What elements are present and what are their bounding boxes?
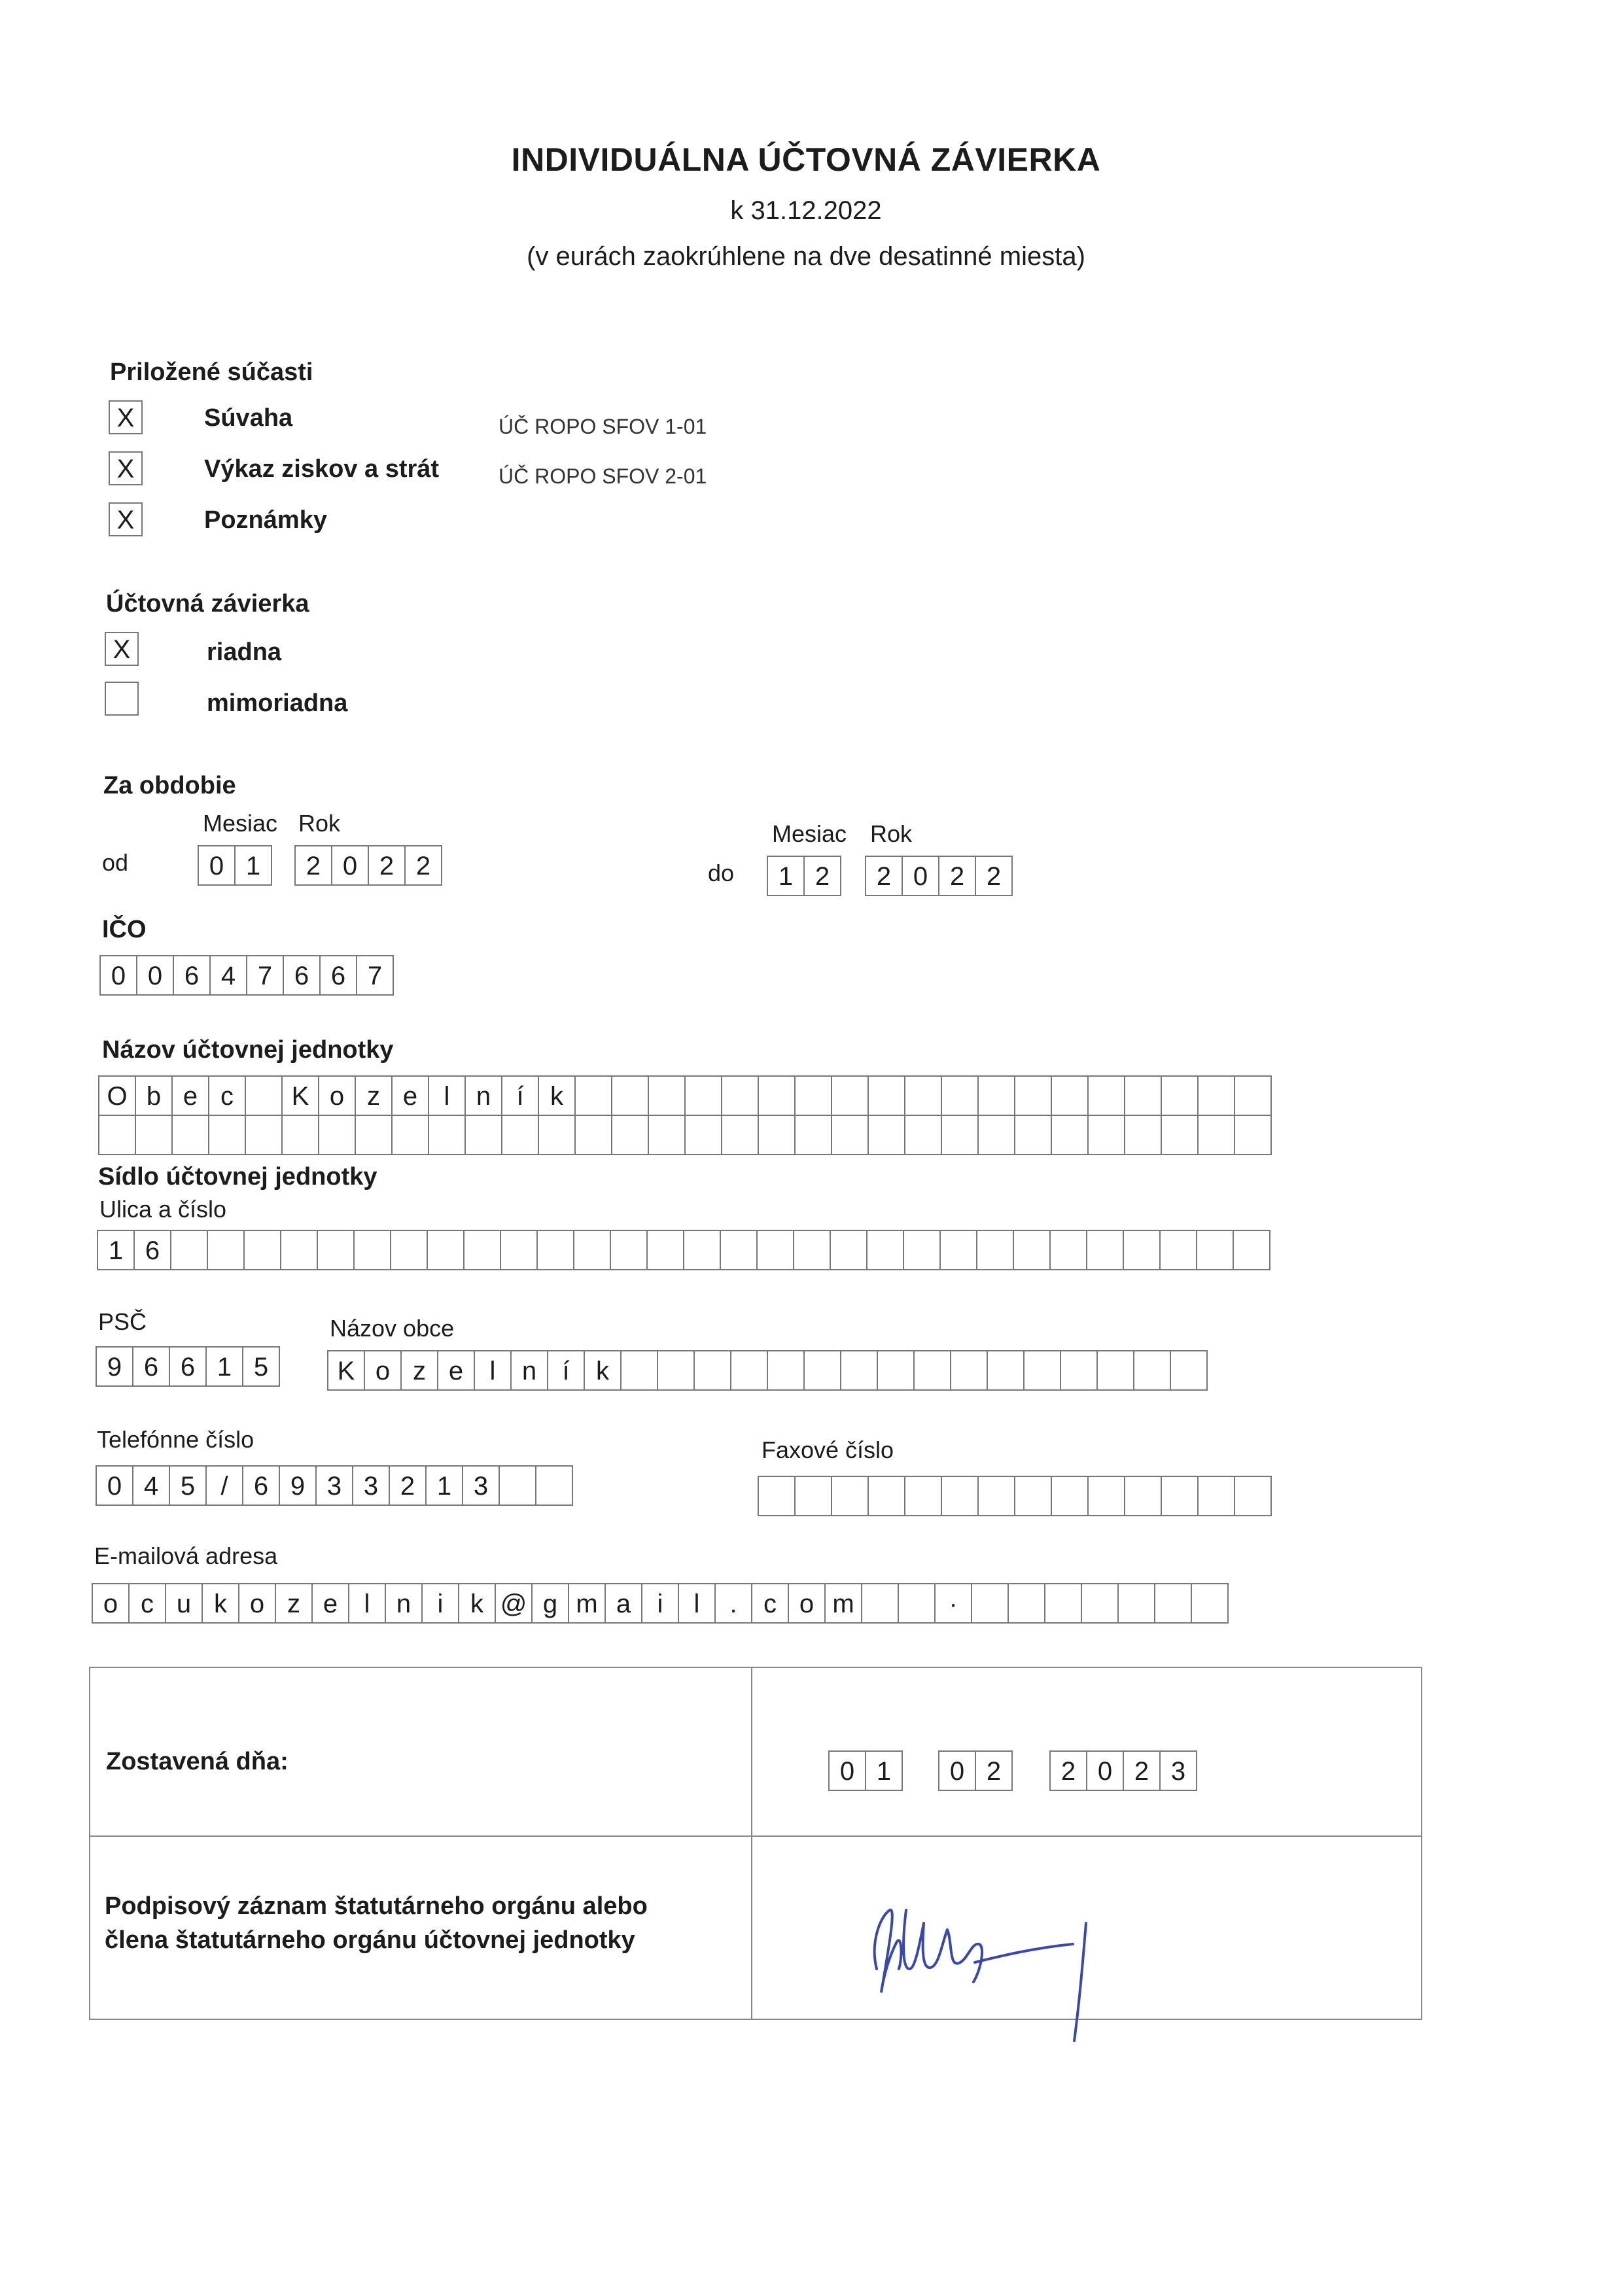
cell: [1124, 1115, 1162, 1155]
signature-box-row-divider: [89, 1835, 1422, 1837]
period-heading: Za obdobie: [103, 772, 236, 799]
cell: 0: [198, 845, 236, 886]
cell: [538, 1115, 576, 1155]
cell: 1: [234, 845, 272, 886]
cell: K: [281, 1075, 319, 1116]
cell: 6: [173, 955, 211, 996]
cell: 1: [865, 1750, 903, 1791]
checkbox-vykaz[interactable]: X: [109, 451, 143, 485]
cell: 0: [99, 955, 137, 996]
cell: [280, 1230, 318, 1270]
cell: 7: [356, 955, 394, 996]
cell: a: [604, 1583, 642, 1624]
city-field[interactable]: [327, 1350, 1208, 1391]
checkbox-suvaha[interactable]: X: [109, 400, 143, 434]
cell: [830, 1230, 867, 1270]
cell: [866, 1230, 904, 1270]
cell: [831, 1115, 869, 1155]
cell: [1124, 1476, 1162, 1516]
cell: [208, 1115, 246, 1155]
cell: [721, 1115, 759, 1155]
cell: [610, 1230, 648, 1270]
handwritten-signature: [850, 1871, 1125, 2054]
label-riadna: riadna: [207, 638, 282, 666]
cell: í: [501, 1075, 539, 1116]
cell: c: [751, 1583, 789, 1624]
cell: [499, 1465, 536, 1506]
cell: 1: [767, 856, 805, 896]
cell: [1234, 1476, 1272, 1516]
phone-field[interactable]: [96, 1465, 573, 1506]
cell: 0: [96, 1465, 133, 1506]
cell: 2: [803, 856, 841, 896]
cell: u: [165, 1583, 203, 1624]
from-year-label: Rok: [298, 810, 341, 837]
cell: [758, 1476, 796, 1516]
cell: [941, 1476, 979, 1516]
cell: [1081, 1583, 1119, 1624]
cell: 6: [319, 955, 357, 996]
cell: l: [428, 1075, 466, 1116]
cell: k: [584, 1350, 622, 1391]
cell: m: [824, 1583, 862, 1624]
cell: 0: [136, 955, 174, 996]
cell: i: [641, 1583, 679, 1624]
cell: [794, 1075, 832, 1116]
cell: 5: [242, 1346, 280, 1387]
cell: [245, 1075, 283, 1116]
cell: [767, 1350, 805, 1391]
to-month-label: Mesiac: [772, 820, 847, 847]
phone-label: Telefónne číslo: [97, 1426, 254, 1453]
cell: k: [458, 1583, 496, 1624]
cell: k: [538, 1075, 576, 1116]
cell: [611, 1115, 649, 1155]
cell: [1154, 1583, 1192, 1624]
cell: ·: [934, 1583, 972, 1624]
checkbox-mimoriadna[interactable]: [105, 682, 139, 716]
cell: .: [714, 1583, 752, 1624]
closing-type-heading: Účtovná závierka: [106, 590, 309, 617]
cell: [427, 1230, 464, 1270]
signature-box: [89, 1667, 1422, 2020]
cell: [904, 1075, 942, 1116]
cell: [1197, 1075, 1235, 1116]
cell: [574, 1115, 612, 1155]
fax-label: Faxové číslo: [762, 1436, 894, 1463]
cell: [987, 1350, 1025, 1391]
cell: [1197, 1115, 1235, 1155]
cell: [1170, 1350, 1208, 1391]
cell: [1014, 1115, 1052, 1155]
unit-name-row1[interactable]: [98, 1075, 1272, 1116]
cell: [620, 1350, 658, 1391]
fax-field[interactable]: [758, 1476, 1272, 1516]
street-label: Ulica a číslo: [99, 1196, 227, 1223]
zip-field[interactable]: [96, 1346, 280, 1387]
cell: [648, 1075, 686, 1116]
cell: [1234, 1075, 1272, 1116]
currency-note: (v eurách zaokrúhlene na dve desatinné miesta): [527, 242, 1085, 271]
email-field[interactable]: [92, 1583, 1229, 1624]
cell: 2: [389, 1465, 427, 1506]
cell: [758, 1115, 796, 1155]
label-suvaha: Súvaha: [204, 404, 293, 432]
cell: [1087, 1476, 1125, 1516]
cell: [648, 1115, 686, 1155]
compiled-month-field[interactable]: [938, 1750, 1013, 1791]
cell: 7: [246, 955, 284, 996]
from-year-field[interactable]: [294, 845, 442, 886]
cell: 1: [205, 1346, 243, 1387]
cell: [693, 1350, 731, 1391]
cell: [971, 1583, 1009, 1624]
cell: [1234, 1115, 1272, 1155]
cell: [391, 1115, 429, 1155]
cell: [794, 1476, 832, 1516]
cell: [840, 1350, 878, 1391]
cell: [243, 1230, 281, 1270]
code-vykaz: ÚČ ROPO SFOV 2-01: [499, 464, 707, 488]
cell: [794, 1115, 832, 1155]
cell: 2: [938, 856, 976, 896]
cell: [1161, 1075, 1199, 1116]
cell: e: [391, 1075, 429, 1116]
cell: 6: [133, 1230, 171, 1270]
attachments-heading: Priložené súčasti: [110, 358, 313, 386]
cell: [793, 1230, 831, 1270]
cell: [683, 1230, 721, 1270]
signature-label-line2: člena štatutárneho orgánu účtovnej jednotky: [105, 1926, 635, 1954]
cell: [318, 1115, 356, 1155]
to-label: do: [708, 860, 735, 886]
cell: [684, 1115, 722, 1155]
cell: z: [275, 1583, 313, 1624]
cell: z: [400, 1350, 438, 1391]
city-label: Názov obce: [330, 1315, 455, 1342]
cell: [941, 1115, 979, 1155]
signature-label-line1: Podpisový záznam štatutárneho orgánu alebo: [105, 1892, 648, 1920]
cell: [756, 1230, 794, 1270]
cell: [1161, 1115, 1199, 1155]
cell: [861, 1583, 899, 1624]
zip-label: PSČ: [98, 1308, 147, 1335]
cell: [170, 1230, 208, 1270]
to-month-field[interactable]: [767, 856, 841, 896]
cell: [976, 1230, 1014, 1270]
cell: [1051, 1115, 1089, 1155]
cell: 0: [828, 1750, 866, 1791]
cell: [1023, 1350, 1061, 1391]
cell: [646, 1230, 684, 1270]
cell: l: [348, 1583, 386, 1624]
cell: [135, 1115, 173, 1155]
cell: [657, 1350, 695, 1391]
to-year-label: Rok: [870, 820, 913, 847]
cell: [573, 1230, 611, 1270]
cell: [536, 1230, 574, 1270]
cell: n: [464, 1075, 502, 1116]
cell: [898, 1583, 936, 1624]
cell: [758, 1075, 796, 1116]
cell: [977, 1115, 1015, 1155]
email-label: E-mailová adresa: [94, 1542, 278, 1569]
cell: 4: [132, 1465, 170, 1506]
cell: [913, 1350, 951, 1391]
cell: 0: [902, 856, 939, 896]
cell: 2: [975, 1750, 1013, 1791]
code-suvaha: ÚČ ROPO SFOV 1-01: [499, 415, 707, 438]
cell: b: [135, 1075, 173, 1116]
checkbox-poznamky[interactable]: X: [109, 502, 143, 536]
cell: 0: [938, 1750, 976, 1791]
cell: 3: [1159, 1750, 1197, 1791]
label-vykaz: Výkaz ziskov a strát: [204, 455, 440, 483]
cell: [903, 1230, 941, 1270]
cell: o: [92, 1583, 130, 1624]
cell: í: [547, 1350, 585, 1391]
cell: [684, 1075, 722, 1116]
cell: [207, 1230, 245, 1270]
cell: 4: [209, 955, 247, 996]
cell: [1014, 1476, 1052, 1516]
cell: 1: [97, 1230, 135, 1270]
cell: [1197, 1476, 1235, 1516]
from-label: od: [102, 849, 129, 876]
cell: [1124, 1075, 1162, 1116]
cell: 6: [169, 1346, 207, 1387]
cell: 3: [462, 1465, 500, 1506]
cell: [803, 1350, 841, 1391]
cell: [867, 1476, 905, 1516]
cell: [1087, 1115, 1125, 1155]
label-poznamky: Poznámky: [204, 506, 327, 534]
label-mimoriadna: mimoriadna: [207, 689, 348, 717]
cell: o: [364, 1350, 402, 1391]
cell: [1049, 1230, 1087, 1270]
signature-box-divider: [751, 1667, 752, 2020]
cell: 9: [96, 1346, 133, 1387]
cell: [950, 1350, 988, 1391]
cell: [390, 1230, 428, 1270]
cell: 2: [1123, 1750, 1161, 1791]
cell: [1196, 1230, 1234, 1270]
cell: [1159, 1230, 1197, 1270]
cell: [721, 1075, 759, 1116]
cell: [611, 1075, 649, 1116]
balance-date: k 31.12.2022: [730, 196, 882, 225]
from-month-field[interactable]: [198, 845, 272, 886]
cell: [1117, 1583, 1155, 1624]
ico-field[interactable]: [99, 955, 394, 996]
from-month-label: Mesiac: [203, 810, 278, 837]
to-year-field[interactable]: [865, 856, 1013, 896]
cell: [171, 1115, 209, 1155]
cell: g: [531, 1583, 569, 1624]
cell: 6: [283, 955, 321, 996]
cell: z: [355, 1075, 393, 1116]
cell: [353, 1230, 391, 1270]
cell: [1060, 1350, 1098, 1391]
cell: c: [128, 1583, 166, 1624]
cell: 2: [865, 856, 903, 896]
cell: [1087, 1075, 1125, 1116]
cell: [877, 1350, 915, 1391]
cell: o: [788, 1583, 826, 1624]
unit-name-label: Názov účtovnej jednotky: [102, 1036, 394, 1064]
cell: [281, 1115, 319, 1155]
cell: 3: [352, 1465, 390, 1506]
cell: [977, 1075, 1015, 1116]
ico-label: IČO: [102, 916, 147, 943]
cell: c: [208, 1075, 246, 1116]
cell: [977, 1476, 1015, 1516]
cell: 2: [294, 845, 332, 886]
document-title: INDIVIDUÁLNA ÚČTOVNÁ ZÁVIERKA: [511, 141, 1101, 178]
cell: i: [421, 1583, 459, 1624]
cell: 6: [132, 1346, 170, 1387]
cell: 1: [425, 1465, 463, 1506]
cell: 5: [169, 1465, 207, 1506]
cell: n: [385, 1583, 423, 1624]
cell: [317, 1230, 355, 1270]
cell: [939, 1230, 977, 1270]
cell: [941, 1075, 979, 1116]
seat-heading: Sídlo účtovnej jednotky: [98, 1163, 377, 1191]
cell: [904, 1115, 942, 1155]
cell: [1096, 1350, 1134, 1391]
cell: e: [311, 1583, 349, 1624]
cell: l: [474, 1350, 512, 1391]
cell: 9: [279, 1465, 317, 1506]
cell: [730, 1350, 768, 1391]
cell: 2: [975, 856, 1013, 896]
cell: [1044, 1583, 1082, 1624]
cell: [500, 1230, 538, 1270]
cell: [831, 1075, 869, 1116]
cell: 2: [368, 845, 406, 886]
cell: 0: [331, 845, 369, 886]
cell: [1051, 1075, 1089, 1116]
cell: o: [238, 1583, 276, 1624]
cell: n: [510, 1350, 548, 1391]
cell: [1161, 1476, 1199, 1516]
unit-name-row2[interactable]: [98, 1115, 1272, 1155]
cell: [720, 1230, 758, 1270]
cell: @: [495, 1583, 533, 1624]
cell: [1086, 1230, 1124, 1270]
cell: [867, 1115, 905, 1155]
cell: k: [202, 1583, 239, 1624]
compiled-day-field[interactable]: [828, 1750, 903, 1791]
cell: [904, 1476, 942, 1516]
cell: 6: [242, 1465, 280, 1506]
cell: 3: [315, 1465, 353, 1506]
cell: [831, 1476, 869, 1516]
cell: [428, 1115, 466, 1155]
cell: [1014, 1075, 1052, 1116]
cell: O: [98, 1075, 136, 1116]
cell: [1191, 1583, 1229, 1624]
cell: [1133, 1350, 1171, 1391]
compiled-label: Zostavená dňa:: [106, 1748, 289, 1775]
compiled-year-field[interactable]: [1049, 1750, 1197, 1791]
cell: [501, 1115, 539, 1155]
cell: [1233, 1230, 1270, 1270]
cell: l: [678, 1583, 716, 1624]
cell: 2: [1049, 1750, 1087, 1791]
cell: o: [318, 1075, 356, 1116]
cell: K: [327, 1350, 365, 1391]
cell: [98, 1115, 136, 1155]
cell: [535, 1465, 573, 1506]
cell: 0: [1086, 1750, 1124, 1791]
cell: 2: [404, 845, 442, 886]
cell: e: [437, 1350, 475, 1391]
cell: e: [171, 1075, 209, 1116]
cell: [464, 1115, 502, 1155]
cell: [1013, 1230, 1051, 1270]
cell: [867, 1075, 905, 1116]
cell: [355, 1115, 393, 1155]
cell: [1008, 1583, 1045, 1624]
cell: [1123, 1230, 1161, 1270]
cell: /: [205, 1465, 243, 1506]
checkbox-riadna[interactable]: X: [105, 632, 139, 666]
street-field[interactable]: [97, 1230, 1270, 1270]
cell: [1051, 1476, 1089, 1516]
cell: [463, 1230, 501, 1270]
cell: [245, 1115, 283, 1155]
cell: m: [568, 1583, 606, 1624]
cell: [574, 1075, 612, 1116]
